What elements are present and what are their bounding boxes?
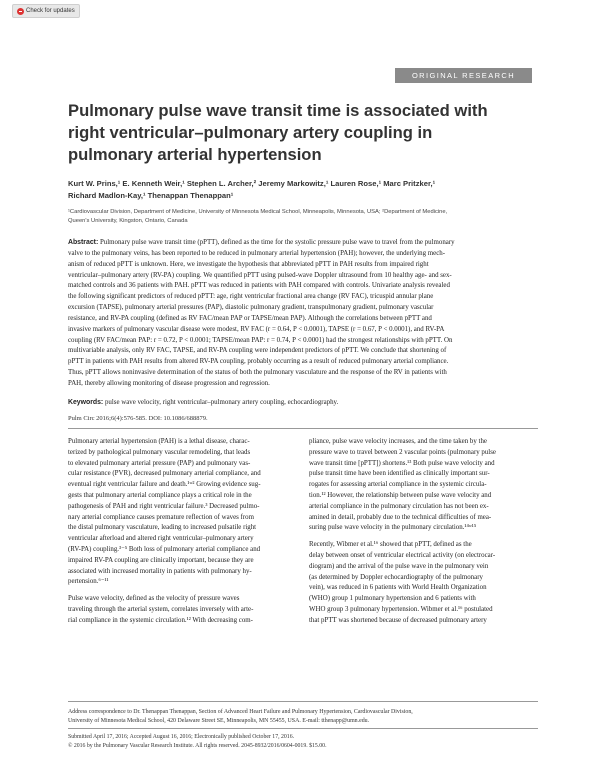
keywords bbox=[68, 398, 538, 408]
abstract-text: Pulmonary pulse wave transit time (pPTT), defined as the time for the systolic pressure pulse wave to travel from the pulmonary bbox=[98, 239, 455, 246]
abstract-line: ventricular–pulmonary artery (RV-PA) coupling. We quantified pPTT using pulsed-wave Doppler ultrasound from 10 healthy age- and sex- bbox=[68, 271, 452, 279]
body-text-line: traveling through the arterial system, correlates inversely with arte- bbox=[68, 605, 254, 613]
correspondence-divider bbox=[68, 701, 538, 702]
body-text-line: pertension.⁶⁻¹¹ bbox=[68, 578, 109, 586]
body-text-line: Pulse wave velocity, defined as the velocity of pressure waves bbox=[68, 595, 240, 603]
abstract-line: PAH, thereby allowing monitoring of disease progression and regression. bbox=[68, 379, 270, 387]
citation: Pulm Circ 2016;6(4):576-585. DOI: 10.1086/688879. bbox=[68, 415, 208, 422]
abstract-line: matched controls and 36 patients with PAH. pPTT was reduced in patients with PAH compared with controls. Univariate analysis revealed bbox=[68, 282, 450, 290]
affiliations bbox=[68, 208, 538, 226]
body-text-line: (RV-PA) coupling.³⁻⁵ Both loss of pulmonary arterial compliance and bbox=[68, 545, 261, 553]
body-text-line: the distal pulmonary vasculature, leading to increased pulsatile right bbox=[68, 524, 257, 532]
body-text-line: delay between onset of ventricular electrical activity (on electrocar- bbox=[309, 551, 496, 559]
body-text-line: terized by pathological pulmonary vascular remodeling, that leads bbox=[68, 448, 251, 456]
abstract-line: coupling (RV FAC/mean PAP: r = 0.72, P < 0.0001; TAPSE/mean PAP: r = 0.74, P < 0.0001) had the strongest relationships with pPTT. On bbox=[68, 336, 453, 344]
body-text-line: eventual right ventricular failure and death.¹ʷ² Growing evidence sug- bbox=[68, 481, 261, 489]
body-text-line: WHO group 3 pulmonary hypertension. Wibmer et al.¹⁶ postulated bbox=[309, 605, 493, 613]
body-text-line: Recently, Wibmer et al.¹⁶ showed that pPTT, defined as the bbox=[309, 541, 472, 549]
abstract-line: invasive markers of pulmonary vascular disease were modest, RV FAC (r = 0.64, P < 0.0001), TAPSE (r = 0.67, P < 0.0001), and RV-PA bbox=[68, 325, 445, 333]
section-banner: ORIGINAL RESEARCH bbox=[395, 68, 532, 83]
body-text-line: nary arterial compliance causes premature reflection of waves from bbox=[68, 513, 254, 521]
check-for-updates-label: Check for updates bbox=[26, 8, 75, 14]
body-text-line: wave transit time [pPTT]) shortens.¹³ Both pulse wave velocity and bbox=[309, 459, 495, 467]
correspondence bbox=[68, 708, 538, 726]
body-text-line: pathogenesis of PAH and right ventricular failure.³ Decreased pulmo- bbox=[68, 502, 260, 510]
body-text-line: Pulmonary arterial hypertension (PAH) is a lethal disease, charac- bbox=[68, 438, 250, 445]
crossmark-icon bbox=[17, 8, 24, 15]
article-title bbox=[68, 100, 538, 166]
footer-divider bbox=[68, 728, 538, 729]
footer-line: Submitted April 17, 2016; Accepted August 16, 2016; Electronically published October 17, 2016. bbox=[68, 734, 295, 740]
body-text-line: ventricular afterload and altered right ventricular–pulmonary artery bbox=[68, 535, 254, 543]
body-column-left bbox=[68, 437, 298, 627]
author-list bbox=[68, 178, 538, 202]
abstract bbox=[68, 238, 538, 390]
abstract-line: anism of reduced pPTT is unknown. Here, we investigate the hypothesis that abbreviated pPTT in PAH results from impaired right bbox=[68, 260, 429, 268]
keywords-label: Keywords: bbox=[68, 399, 104, 406]
title-line: Pulmonary pulse wave transit time is associated with bbox=[68, 101, 488, 120]
body-column-right bbox=[309, 437, 539, 627]
affiliation-line: Queen's University, Kingston, Ontario, Canada bbox=[68, 218, 188, 224]
body-text-line: impaired RV-PA coupling are clinically important, because they are bbox=[68, 556, 254, 564]
body-text-line: cular resistance (PVR), decreased pulmonary arterial compliance, and bbox=[68, 470, 261, 478]
abstract-divider bbox=[68, 428, 538, 429]
abstract-line: excursion (TAPSE), pulmonary arterial pressures (PAP), diastolic pulmonary gradient, transpulmonary gradient, pulmonary vascular bbox=[68, 304, 434, 312]
abstract-line: Thus, pPTT allows noninvasive determination of the status of both the pulmonary vasculature and the response of the RV in patients with bbox=[68, 369, 447, 377]
abstract-label: Abstract: bbox=[68, 239, 99, 246]
body-text-line: amined in detail, probably due to the technical difficulties of mea- bbox=[309, 513, 492, 521]
body-text-line: tion.¹² However, the relationship between pulse wave velocity and bbox=[309, 491, 492, 499]
affiliation-line: ¹Cardiovascular Division, Department of Medicine, University of Minnesota Medical School, Minneapolis, Minnesota, USA; ²Department of Medicine, bbox=[68, 209, 448, 215]
body-text-line: gests that pulmonary arterial compliance plays a critical role in the bbox=[68, 491, 252, 499]
abstract-line: resistance, and RV-PA coupling (defined as RV FAC/mean PAP or TAPSE/mean PAP). Although the correlations between pPTT and bbox=[68, 314, 432, 322]
abstract-line: valve to the pulmonary veins, has been reported to be reduced in pulmonary arterial hypertension (PAH); however, the underlying mech- bbox=[68, 249, 445, 257]
body-text-line: suring pulse wave velocity in the pulmonary circulation.¹⁴ʷ¹⁵ bbox=[309, 524, 477, 532]
body-text-line: (WHO) group 1 pulmonary hypertension and 6 patients with bbox=[309, 595, 476, 603]
title-line: pulmonary arterial hypertension bbox=[68, 145, 322, 164]
body-text-line: pliance, pulse wave velocity increases, and the time taken by the bbox=[309, 438, 487, 445]
abstract-line: the following significant predictors of reduced pPTT: age, right ventricular fractional area change (RV FAC), tricuspid annular plane bbox=[68, 293, 434, 301]
footer-line: © 2016 by the Pulmonary Vascular Research Institute. All rights reserved. 2045-8932/2016/0604-0019. $15.00. bbox=[68, 742, 327, 749]
title-line: right ventricular–pulmonary artery coupling in bbox=[68, 123, 433, 142]
body-text-line: arterial compliance in the pulmonary circulation has not been ex- bbox=[309, 502, 489, 510]
abstract-line: pPTT in patients with PAH results from altered RV-PA coupling, probably occurring as a result of reduced pulmonary arterial compliance. bbox=[68, 358, 449, 366]
publication-footer bbox=[68, 733, 538, 750]
check-for-updates-button[interactable] bbox=[12, 4, 80, 18]
body-text-line: diogram) and the arrival of the pulse wave in the pulmonary vein bbox=[309, 562, 489, 570]
body-text-line: rial compliance in the systemic circulation.¹² With decreasing com- bbox=[68, 616, 253, 624]
body-text-line: (as determined by Doppler echocardiography of the pulmonary bbox=[309, 573, 483, 581]
abstract-line bbox=[68, 238, 538, 249]
body-text-line: associated with increased mortality in patients with pulmonary hy- bbox=[68, 567, 252, 575]
body-text-line: pressure wave to travel between 2 vascular points (pulmonary pulse bbox=[309, 448, 496, 456]
body-text-line: that pPTT was shortened because of decreased pulmonary artery bbox=[309, 616, 487, 624]
body-text-line: rogates for assessing arterial compliance in the systemic circula- bbox=[309, 481, 487, 489]
body-text-line: vein), was reduced in 6 patients with World Health Organization bbox=[309, 584, 487, 592]
body-text-line: to elevated pulmonary arterial pressure (PAP) and pulmonary vas- bbox=[68, 459, 251, 467]
author-line: Kurt W. Prins,¹ E. Kenneth Weir,¹ Stephen L. Archer,² Jeremy Markowitz,¹ Lauren Rose,¹ Marc Pritzker,¹ bbox=[68, 179, 436, 188]
author-line: Richard Madlon-Kay,¹ Thenappan Thenappan¹ bbox=[68, 191, 234, 200]
correspondence-line: Address correspondence to Dr. Thenappan Thenappan, Section of Advanced Heart Failure and Pulmonary Hypertension, Cardiovascular Division, bbox=[68, 709, 413, 715]
correspondence-line: University of Minnesota Medical School, 420 Delaware Street SE, Minneapolis, MN 55455, USA. E-mail: tthenapp@umn.edu. bbox=[68, 718, 370, 724]
abstract-line: multivariable analysis, only RV FAC, TAPSE, and RV-PA coupling were independent predictors of pPTT. We conclude that shortening of bbox=[68, 347, 447, 355]
keywords-text: pulse wave velocity, right ventricular–pulmonary artery coupling, echocardiography. bbox=[103, 399, 339, 406]
body-text-line: pulse transit time have been identified as clinically important sur- bbox=[309, 470, 490, 478]
